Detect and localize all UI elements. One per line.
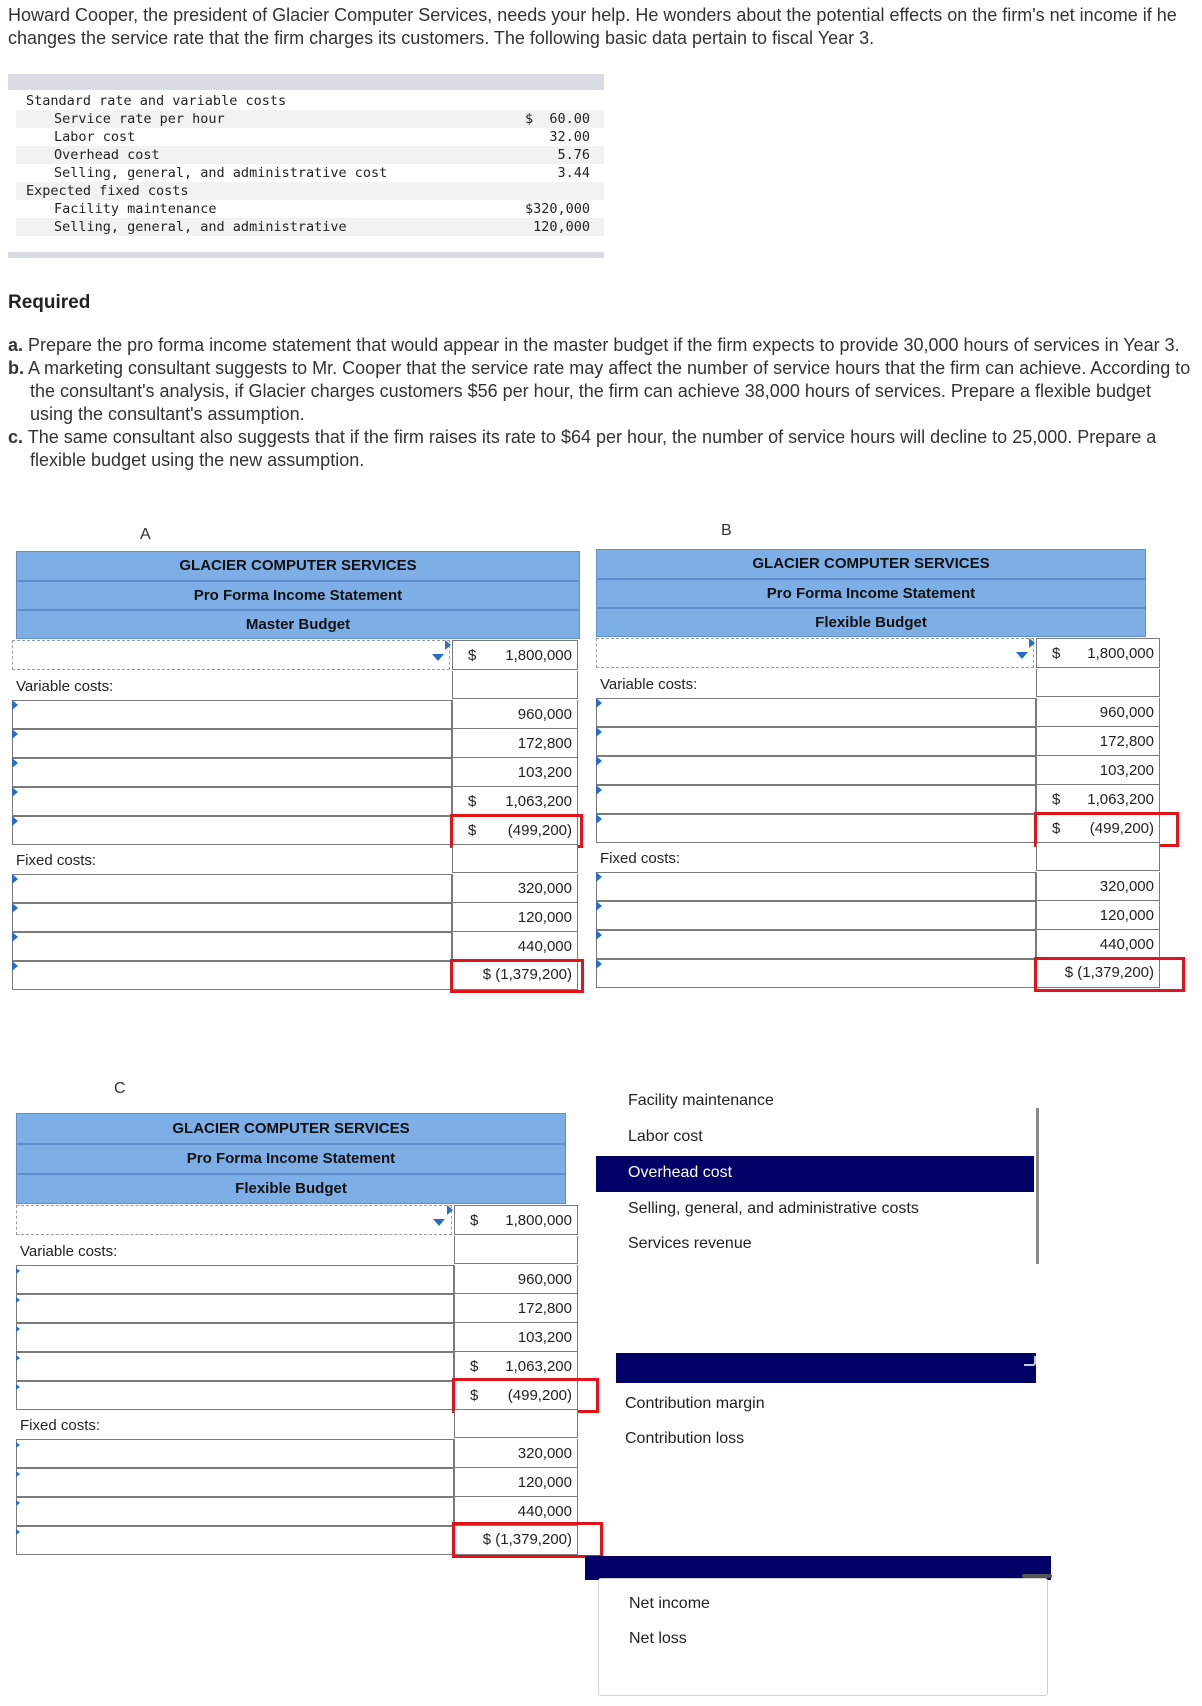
table-a-cm-select[interactable] — [12, 816, 452, 845]
amount-value: 120,000 — [1099, 907, 1154, 924]
amount-value: 103,200 — [517, 764, 572, 781]
amount-value: $ (1,379,200) — [482, 966, 572, 983]
dropdown-option[interactable]: Contribution margin — [625, 1395, 765, 1412]
currency-sign: $ — [1052, 791, 1061, 808]
required-b-letter: b. — [8, 358, 24, 378]
table-c-var-select-3[interactable] — [16, 1323, 454, 1352]
ref-label: Selling, general, and administrative — [54, 219, 347, 235]
ref-value: $320,000 — [524, 201, 590, 217]
amount-value: 960,000 — [1099, 704, 1154, 721]
amount-value: (499,200) — [507, 1387, 572, 1404]
input-marker-icon — [12, 903, 18, 913]
ref-label: Standard rate and variable costs — [26, 93, 287, 109]
table-b-fixed-label: Fixed costs: — [600, 850, 681, 867]
amount-value: 120,000 — [517, 909, 572, 926]
table-b-var-total-amount[interactable] — [1036, 785, 1160, 814]
input-marker-icon — [16, 1326, 20, 1332]
ref-label: Overhead cost — [54, 147, 160, 163]
input-marker-icon — [596, 698, 602, 708]
table-b-var-amount-3[interactable] — [1036, 756, 1160, 785]
required-a-letter: a. — [8, 335, 24, 355]
input-marker-icon — [16, 1355, 20, 1361]
table-a-company: GLACIER COMPUTER SERVICES — [16, 551, 580, 581]
chevron-down-icon[interactable] — [432, 654, 444, 661]
amount-value: 120,000 — [517, 1474, 572, 1491]
table-a-revenue-amount[interactable] — [452, 640, 578, 670]
dropdown-highlight-bar[interactable] — [616, 1353, 1036, 1383]
table-a-statement: Pro Forma Income Statement — [16, 581, 580, 610]
amount-value: 172,800 — [1099, 733, 1154, 750]
table-c-cm-error-highlight — [452, 1378, 599, 1413]
table-a-variable-label: Variable costs: — [16, 678, 114, 695]
input-marker-icon — [12, 961, 18, 971]
table-c-fix-amount-2[interactable] — [454, 1468, 578, 1497]
ref-row-1 — [16, 110, 604, 128]
amount-value: 440,000 — [517, 1503, 572, 1520]
section-label-a: A — [140, 526, 151, 543]
dropdown-option[interactable]: Net income — [629, 1595, 710, 1612]
required-c — [8, 426, 1198, 472]
table-a-var-select-1[interactable] — [12, 700, 452, 729]
amount-value: 1,800,000 — [505, 1212, 572, 1229]
ref-value: 120,000 — [533, 219, 590, 235]
dropdown-selected-label: Overhead cost — [628, 1164, 733, 1181]
reference-bottom-bar — [8, 252, 604, 258]
ref-row-7 — [16, 218, 604, 236]
table-c-fix-total-label[interactable] — [16, 1497, 454, 1526]
table-a-ni-select[interactable] — [12, 961, 452, 990]
chevron-down-icon[interactable] — [1016, 652, 1028, 659]
table-c-fix-select-1[interactable] — [16, 1439, 454, 1468]
dropdown-option[interactable]: Services revenue — [628, 1235, 752, 1252]
table-b-blank — [1036, 843, 1160, 871]
input-marker-icon — [12, 787, 18, 797]
table-a-var-select-3[interactable] — [12, 758, 452, 787]
table-b-company: GLACIER COMPUTER SERVICES — [596, 549, 1146, 579]
amount-value: 172,800 — [517, 1300, 572, 1317]
section-label-b: B — [721, 522, 732, 539]
amount-value: 960,000 — [517, 1271, 572, 1288]
table-c-var-select-1[interactable] — [16, 1265, 454, 1294]
table-a-fix-total-label[interactable] — [12, 932, 452, 961]
amount-value: 320,000 — [1099, 878, 1154, 895]
input-marker-icon — [596, 930, 602, 940]
table-b-ni-error-highlight — [1034, 957, 1185, 992]
table-a-fix-amount-1[interactable] — [452, 874, 578, 903]
table-c-var-amount-1[interactable] — [454, 1265, 578, 1294]
input-marker-icon — [596, 959, 602, 969]
required-b-text: A marketing consultant suggests to Mr. Cooper that the service rate may affect the number of service hours that the firm can achieve. According to the consultant's analysis, if Glacier charges customers $56 per hour, the firm can achieve 38,000 hours of services. Prepare a flexible budget using the consultant's assumption. — [28, 358, 1191, 424]
table-c-budget: Flexible Budget — [16, 1174, 566, 1204]
currency-sign: $ — [470, 1387, 479, 1404]
required-list — [8, 334, 1198, 472]
table-a-revenue-select[interactable] — [12, 640, 450, 670]
ref-label: Expected fixed costs — [26, 183, 189, 199]
amount-value: (499,200) — [1089, 820, 1154, 837]
input-marker-icon — [16, 1500, 20, 1506]
ref-row-4 — [16, 164, 604, 182]
table-a-budget: Master Budget — [16, 610, 580, 639]
ref-value: 5.76 — [557, 147, 590, 163]
input-marker-icon — [16, 1442, 20, 1448]
table-b-fix-total-amount[interactable] — [1036, 930, 1160, 959]
table-b-blank — [1036, 669, 1160, 697]
table-a-fix-total-amount[interactable] — [452, 932, 578, 961]
currency-sign: $ — [468, 822, 477, 839]
table-a-blank — [452, 671, 578, 699]
table-a-blank — [452, 845, 578, 873]
currency-sign: $ — [470, 1212, 479, 1229]
input-marker-icon — [1029, 638, 1035, 648]
input-marker-icon — [12, 874, 18, 884]
currency-sign: $ — [1052, 820, 1061, 837]
input-marker-icon — [596, 901, 602, 911]
input-marker-icon — [447, 1205, 453, 1215]
table-b-var-amount-2[interactable] — [1036, 727, 1160, 756]
table-b-budget: Flexible Budget — [596, 608, 1146, 637]
table-a-fix-select-1[interactable] — [12, 874, 452, 903]
amount-value: 1,800,000 — [1087, 645, 1154, 662]
currency-sign: $ — [468, 793, 477, 810]
table-b-statement: Pro Forma Income Statement — [596, 579, 1146, 608]
table-a-fixed-label: Fixed costs: — [16, 852, 97, 869]
reference-data-table — [8, 74, 604, 262]
required-a — [8, 334, 1198, 357]
table-c-cm-select[interactable] — [16, 1381, 454, 1410]
input-marker-icon — [596, 785, 602, 795]
table-c-ni-error-highlight — [452, 1522, 603, 1558]
table-a-fix-select-2[interactable] — [12, 903, 452, 932]
amount-value: 172,800 — [517, 735, 572, 752]
table-b-cm-select[interactable] — [596, 814, 1036, 843]
ref-row-2 — [16, 128, 604, 146]
table-a-var-amount-3[interactable] — [452, 758, 578, 787]
table-c-fixed-label: Fixed costs: — [20, 1417, 101, 1434]
table-a-ni-error-highlight — [450, 959, 584, 993]
ref-label: Facility maintenance — [54, 201, 217, 217]
table-c-var-select-2[interactable] — [16, 1294, 454, 1323]
input-marker-icon — [12, 700, 18, 710]
table-a-var-select-2[interactable] — [12, 729, 452, 758]
amount-value: 440,000 — [517, 938, 572, 955]
ref-row-5 — [16, 182, 604, 200]
amount-value: (499,200) — [507, 822, 572, 839]
table-b-var-amount-1[interactable] — [1036, 698, 1160, 727]
table-b-cm-error-highlight — [1034, 812, 1179, 847]
table-b-fix-select-2[interactable] — [596, 901, 1036, 930]
table-c-variable-label: Variable costs: — [20, 1243, 118, 1260]
amount-value: 1,063,200 — [505, 1358, 572, 1375]
input-marker-icon — [596, 756, 602, 766]
table-a-cm-error-highlight — [450, 814, 583, 848]
table-c-var-total-amount[interactable] — [454, 1352, 578, 1381]
input-marker-icon — [596, 872, 602, 882]
amount-value: 320,000 — [517, 880, 572, 897]
table-c-blank — [454, 1236, 578, 1264]
input-marker-icon — [12, 758, 18, 768]
input-marker-icon — [596, 814, 602, 824]
amount-value: 103,200 — [517, 1329, 572, 1346]
ref-label: Labor cost — [54, 129, 136, 145]
table-b-var-select-1[interactable] — [596, 698, 1036, 727]
table-a-var-total-amount[interactable] — [452, 787, 578, 816]
dropdown-option[interactable]: Facility maintenance — [628, 1092, 774, 1109]
ref-label: Selling, general, and administrative cost — [54, 165, 388, 181]
table-b-fix-amount-2[interactable] — [1036, 901, 1160, 930]
amount-value: 1,800,000 — [505, 647, 572, 664]
input-marker-icon — [12, 729, 18, 739]
section-label-c: C — [114, 1080, 126, 1097]
table-b-fix-amount-1[interactable] — [1036, 872, 1160, 901]
table-c-statement: Pro Forma Income Statement — [16, 1144, 566, 1174]
table-c-company: GLACIER COMPUTER SERVICES — [16, 1113, 566, 1144]
input-marker-icon — [16, 1268, 20, 1274]
table-b-revenue-amount[interactable] — [1036, 638, 1160, 668]
required-c-text: The same consultant also suggests that if the firm raises its rate to $64 per hour, the number of service hours will decline to 25,000. Prepare a flexible budget using the new assumption. — [27, 427, 1157, 470]
table-a-var-amount-1[interactable] — [452, 700, 578, 729]
required-c-letter: c. — [8, 427, 24, 447]
table-b-variable-label: Variable costs: — [600, 676, 698, 693]
input-marker-icon — [12, 932, 18, 942]
ref-row-3 — [16, 146, 604, 164]
required-a-text: Prepare the pro forma income statement that would appear in the master budget if the firm expects to provide 30,000 hours of services in Year 3. — [28, 335, 1180, 355]
table-b-var-select-2[interactable] — [596, 727, 1036, 756]
table-b-ni-select[interactable] — [596, 959, 1036, 988]
currency-sign: $ — [470, 1358, 479, 1375]
table-c-var-amount-2[interactable] — [454, 1294, 578, 1323]
required-heading: Required — [8, 292, 91, 313]
table-c-fix-select-2[interactable] — [16, 1468, 454, 1497]
table-a-var-total-label[interactable] — [12, 787, 452, 816]
amount-value: 103,200 — [1099, 762, 1154, 779]
table-c-fix-amount-1[interactable] — [454, 1439, 578, 1468]
chevron-down-icon[interactable] — [433, 1219, 445, 1226]
amount-value: 1,063,200 — [505, 793, 572, 810]
dropdown-option[interactable]: Contribution loss — [625, 1430, 745, 1447]
amount-value: 1,063,200 — [1087, 791, 1154, 808]
dropdown-option[interactable]: Labor cost — [628, 1128, 703, 1145]
table-b-fix-select-1[interactable] — [596, 872, 1036, 901]
table-b-fix-total-label[interactable] — [596, 930, 1036, 959]
table-a-var-amount-2[interactable] — [452, 729, 578, 758]
amount-value: 320,000 — [517, 1445, 572, 1462]
amount-value: 960,000 — [517, 706, 572, 723]
table-c-revenue-amount[interactable] — [454, 1205, 578, 1235]
table-b-revenue-select[interactable] — [596, 638, 1034, 668]
amount-value: $ (1,379,200) — [482, 1531, 572, 1548]
ref-row-0 — [16, 92, 604, 110]
dropdown-option-selected[interactable] — [596, 1156, 1034, 1192]
input-marker-icon — [16, 1471, 20, 1477]
input-marker-icon — [445, 640, 451, 650]
table-c-blank — [454, 1410, 578, 1438]
required-b — [8, 357, 1198, 426]
dropdown-option[interactable]: Selling, general, and administrative costs — [628, 1200, 919, 1217]
ref-value: $ 60.00 — [524, 111, 590, 127]
amount-value: 440,000 — [1099, 936, 1154, 953]
input-marker-icon — [16, 1529, 20, 1535]
intro-text: Howard Cooper, the president of Glacier Computer Services, needs your help. He wonders about the potential effects on the firm's net income if he changes the service rate that the firm charges its customers. The following basic data pertain to fiscal Year 3. — [8, 5, 1177, 48]
table-c-var-total-label[interactable] — [16, 1352, 454, 1381]
dropdown-highlight-bar[interactable] — [585, 1556, 1051, 1580]
currency-sign: $ — [1052, 645, 1061, 662]
ref-value: 32.00 — [549, 129, 590, 145]
table-c-revenue-select[interactable] — [16, 1205, 452, 1235]
input-marker-icon — [16, 1384, 20, 1390]
reference-top-bar — [8, 74, 604, 90]
dropdown-scrollbar[interactable] — [1036, 1108, 1039, 1264]
table-c-ni-select[interactable] — [16, 1526, 454, 1555]
input-marker-icon — [596, 727, 602, 737]
input-marker-icon — [16, 1297, 20, 1303]
currency-sign: $ — [468, 647, 477, 664]
dropdown-option[interactable]: Net loss — [629, 1630, 687, 1647]
amount-value: $ (1,379,200) — [1064, 964, 1154, 981]
ref-row-6 — [16, 200, 604, 218]
table-a-fix-amount-2[interactable] — [452, 903, 578, 932]
table-c-var-amount-3[interactable] — [454, 1323, 578, 1352]
table-b-var-total-label[interactable] — [596, 785, 1036, 814]
input-marker-icon — [12, 816, 18, 826]
ref-value: 3.44 — [557, 165, 590, 181]
table-b-var-select-3[interactable] — [596, 756, 1036, 785]
resize-handle-icon[interactable] — [1024, 1356, 1036, 1366]
ref-label: Service rate per hour — [54, 111, 225, 127]
